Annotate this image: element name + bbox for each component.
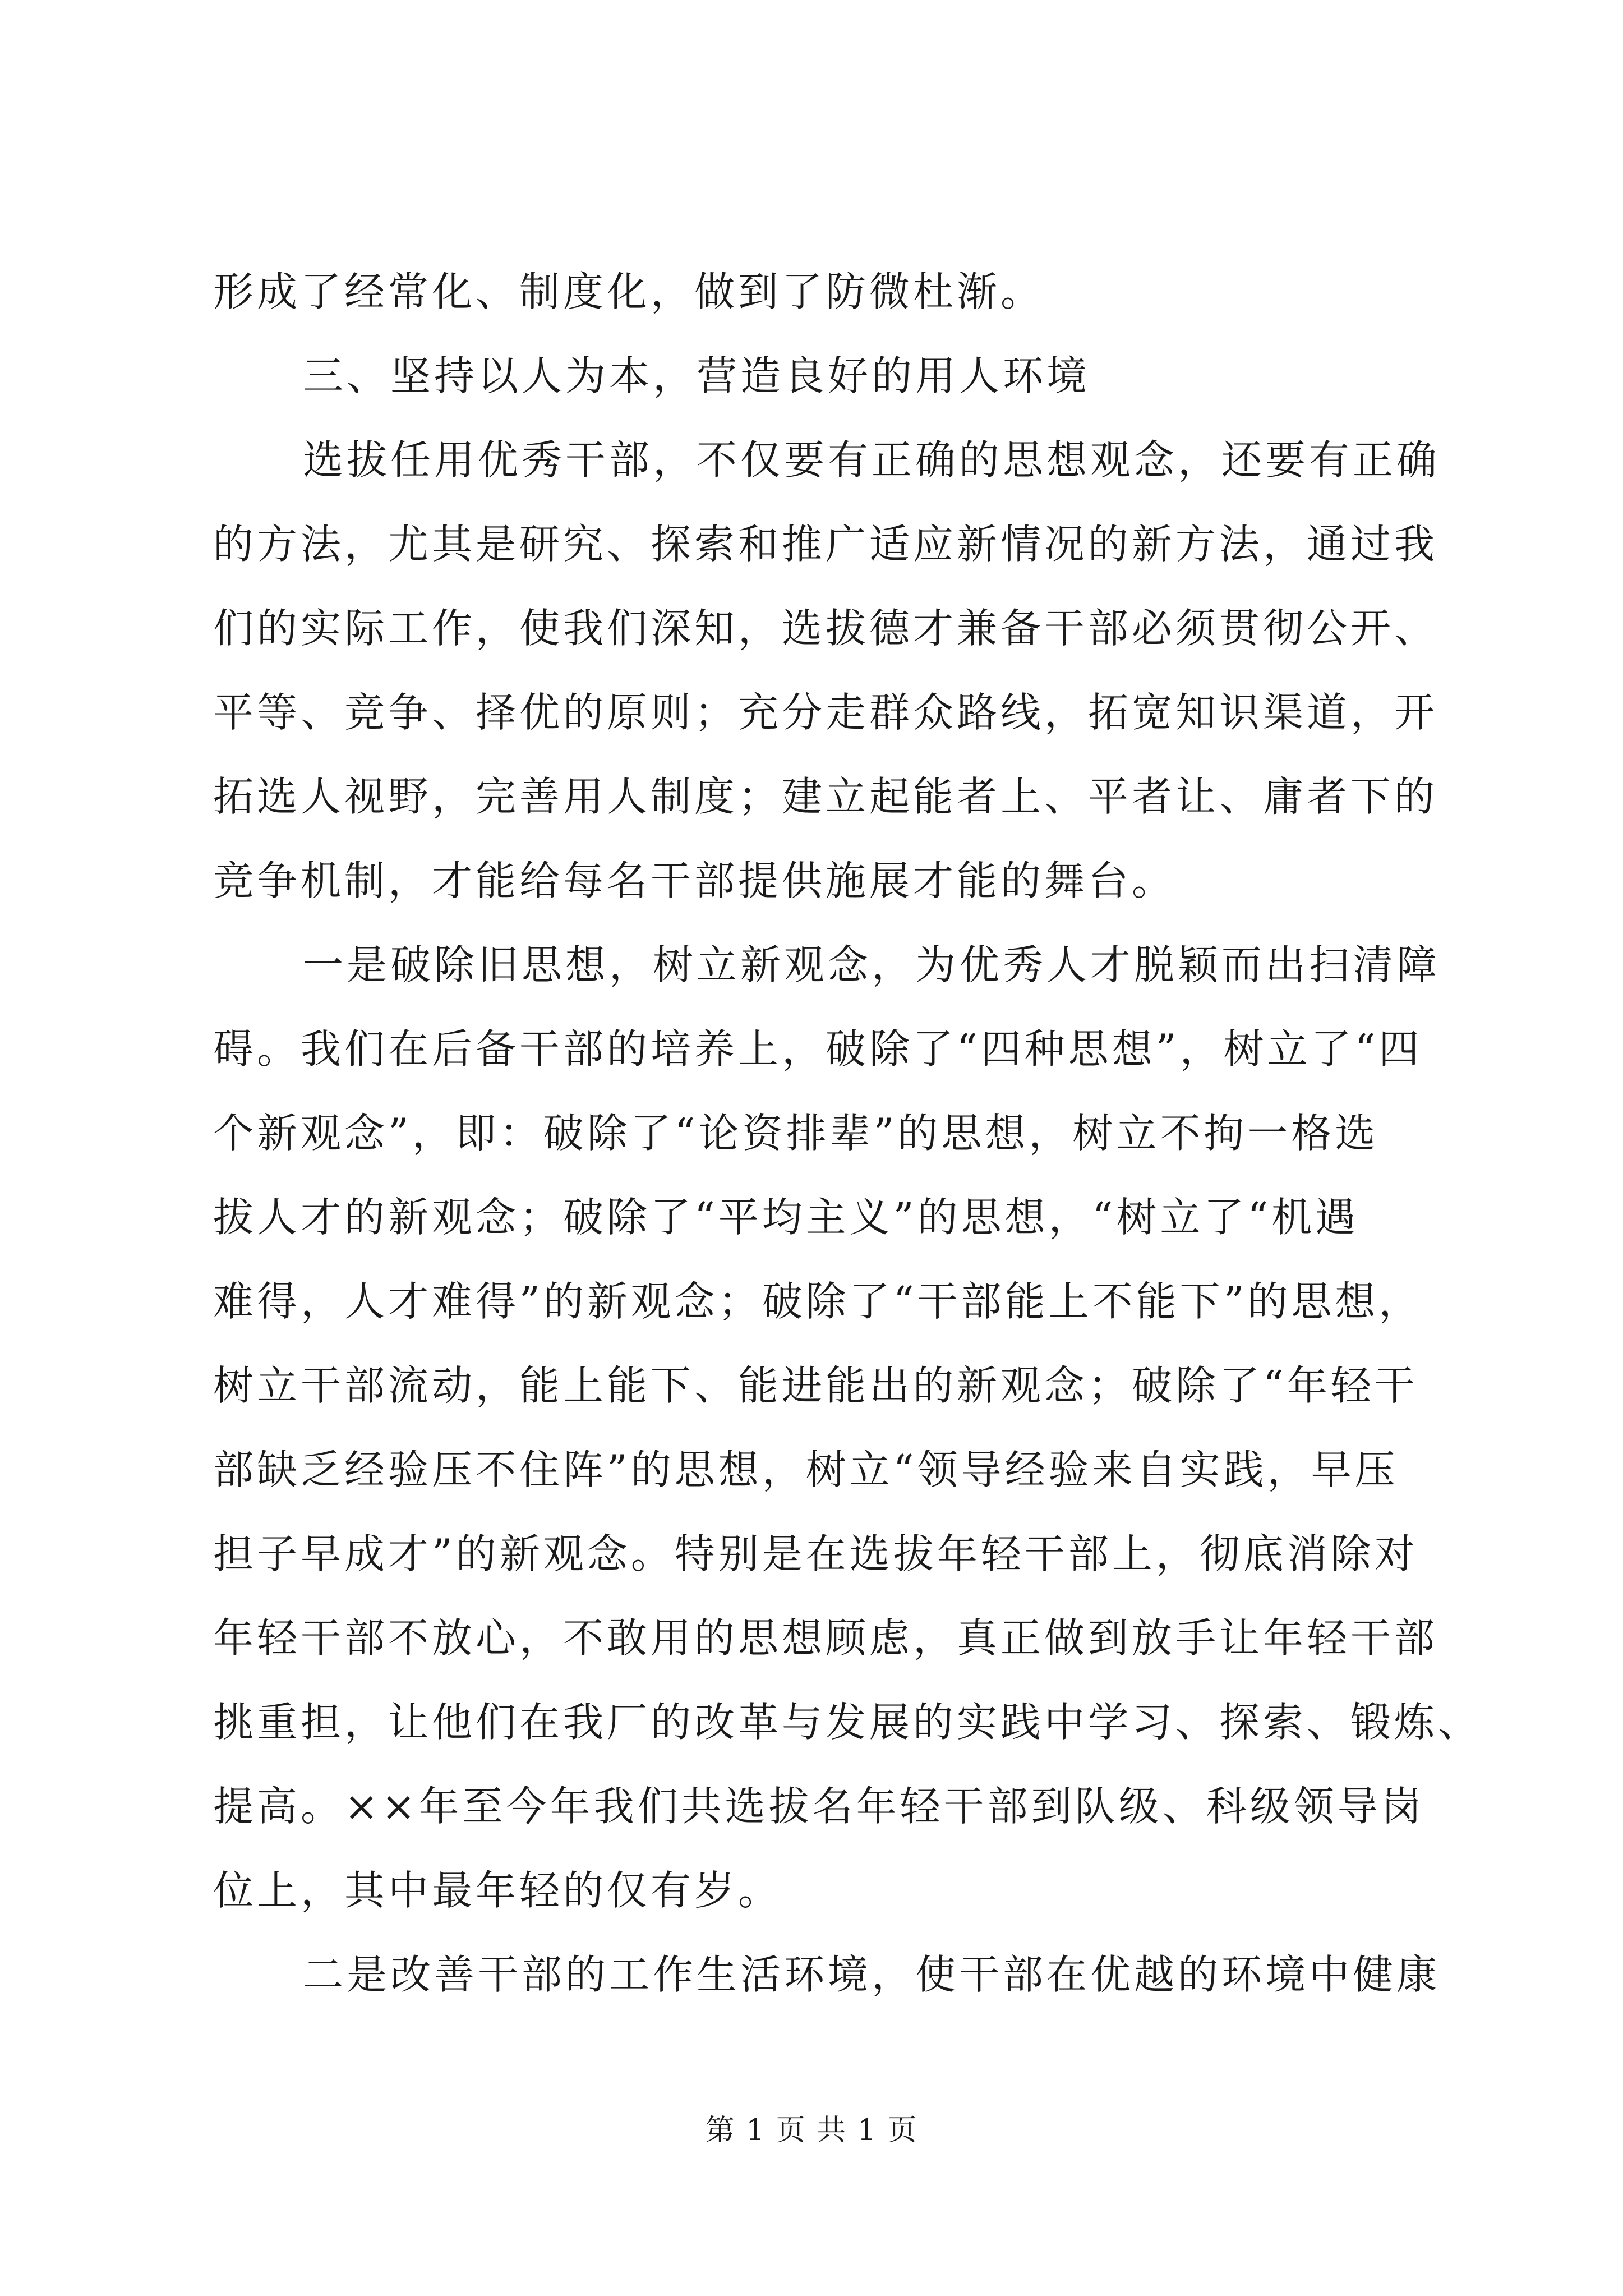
paragraph-line: 们的实际工作，使我们深知，选拔德才兼备干部必须贯彻公开、 [213,605,1438,652]
paragraph-line: 一是破除旧思想，树立新观念，为优秀人才脱颖而出扫清障 [303,941,1441,988]
paragraph-line: 平等、竞争、择优的原则；充分走群众路线，拓宽知识渠道，开 [213,689,1438,736]
paragraph-line: 的方法，尤其是研究、探索和推广适应新情况的新方法，通过我 [213,521,1438,568]
section-heading: 三、坚持以人为本，营造良好的用人环境 [303,352,1091,399]
paragraph-line: 年轻干部不放心，不敢用的思想顾虑，真正做到放手让年轻干部 [213,1614,1438,1662]
paragraph-line: 竞争机制，才能给每名干部提供施展才能的舞台。 [213,857,1176,904]
paragraph-line: 担子早成才”的新观念。特别是在选拔年轻干部上，彻底消除对 [213,1530,1418,1577]
paragraph-line: 形成了经常化、制度化，做到了防微杜渐。 [213,268,1045,315]
body-text [213,250,1482,2017]
paragraph-line: 难得，人才难得”的新观念；破除了“干部能上不能下”的思想， [213,1278,1423,1325]
paragraph-line: 选拔任用优秀干部，不仅要有正确的思想观念，还要有正确 [303,436,1441,484]
paragraph-line: 提高。××年至今年我们共选拔名年轻干部到队级、科级领导岗 [213,1783,1425,1830]
paragraph-line: 拓选人视野，完善用人制度；建立起能者上、平者让、庸者下的 [213,773,1438,820]
page-number-footer: 第 1 页 共 1 页 [705,2114,918,2147]
paragraph-line: 个新观念”，即：破除了“论资排辈”的思想，树立不拘一格选 [213,1110,1379,1157]
paragraph-line: 拔人才的新观念；破除了“平均主义”的思想，“树立了“机遇 [213,1194,1359,1241]
paragraph-line: 二是改善干部的工作生活环境，使干部在优越的环境中健康 [303,1951,1441,1998]
paragraph-line: 碍。我们在后备干部的培养上，破除了“四种思想”，树立了“四 [213,1025,1423,1073]
paragraph-line: 树立干部流动，能上能下、能进能出的新观念；破除了“年轻干 [213,1362,1418,1409]
paragraph-line: 部缺乏经验压不住阵”的思想，树立“领导经验来自实践，早压 [213,1446,1399,1493]
paragraph-line: 挑重担，让他们在我厂的改革与发展的实践中学习、探索、锻炼、 [213,1699,1482,1746]
paragraph-line: 位上，其中最年轻的仅有岁。 [213,1867,782,1914]
